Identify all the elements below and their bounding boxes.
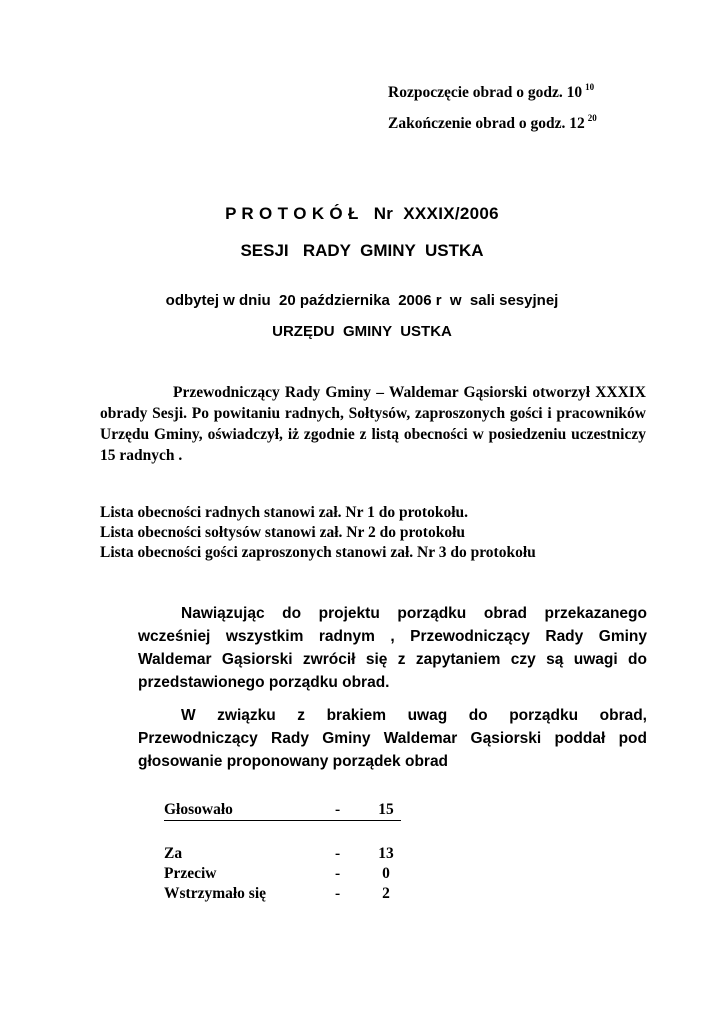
session-title: SESJI RADY GMINY USTKA [240, 241, 484, 260]
vote-for-value: 13 [378, 845, 394, 862]
session-end-label: Zakończenie obrad o godz. 12 [388, 115, 585, 132]
session-start-minutes: 10 [585, 82, 595, 92]
office-name: URZĘDU GMINY USTKA [272, 323, 452, 340]
vote-total-label: Głosowało [164, 801, 233, 818]
vote-total-value: 15 [378, 801, 394, 818]
vote-for-label: Za [164, 845, 183, 862]
protocol-title: P R O T O K Ó Ł Nr XXXIX/2006 [225, 204, 499, 223]
attendance-councillors: Lista obecności radnych stanowi zał. Nr 1 do protokołu. [100, 504, 469, 521]
vote-against-label: Przeciw [164, 865, 217, 882]
vote-abstain-value: 2 [382, 885, 390, 902]
session-start-label: Rozpoczęcie obrad o godz. 10 [388, 84, 583, 101]
vote-total-dash: - [335, 801, 341, 818]
attendance-village-heads: Lista obecności sołtysów stanowi zał. Nr 2 do protokołu [100, 524, 465, 541]
session-date-place: odbytej w dniu 20 października 2006 r w sali sesyjnej [165, 292, 559, 309]
session-end-time [388, 115, 597, 133]
session-end-minutes: 20 [587, 113, 597, 123]
vote-abstain-label: Wstrzymało się [164, 885, 267, 902]
vote-against-value: 0 [382, 865, 390, 882]
vote-total-underline [164, 820, 401, 821]
agenda-paragraph-2: W związku z brakiem uwag do porządku obrad, Przewodniczący Rady Gminy Waldemar Gąsiorski poddał pod głosowanie proponowany porządek obrad [138, 707, 647, 770]
attendance-guests: Lista obecności gości zaproszonych stanowi zał. Nr 3 do protokołu [100, 544, 536, 561]
vote-for-dash: - [335, 845, 341, 862]
agenda-paragraph-1: Nawiązując do projektu porządku obrad przekazanego wcześniej wszystkim radnym , Przewodniczący Rady Gminy Waldemar Gąsiorski zwrócił się z zapytaniem czy są uwagi do przedstawionego porządku obrad. [138, 605, 647, 691]
session-start-time [388, 84, 594, 102]
vote-abstain-dash: - [335, 885, 341, 902]
intro-paragraph: Przewodniczący Rady Gminy – Waldemar Gąsiorski otworzył XXXIX obrady Sesji. Po powitaniu radnych, Sołtysów, zaproszonych gości i pracowników Urzędu Gminy, oświadczył, iż zgodnie z listą obecności w posiedzeniu uczestniczy 15 radnych . [100, 384, 646, 464]
vote-against-dash: - [335, 865, 341, 882]
